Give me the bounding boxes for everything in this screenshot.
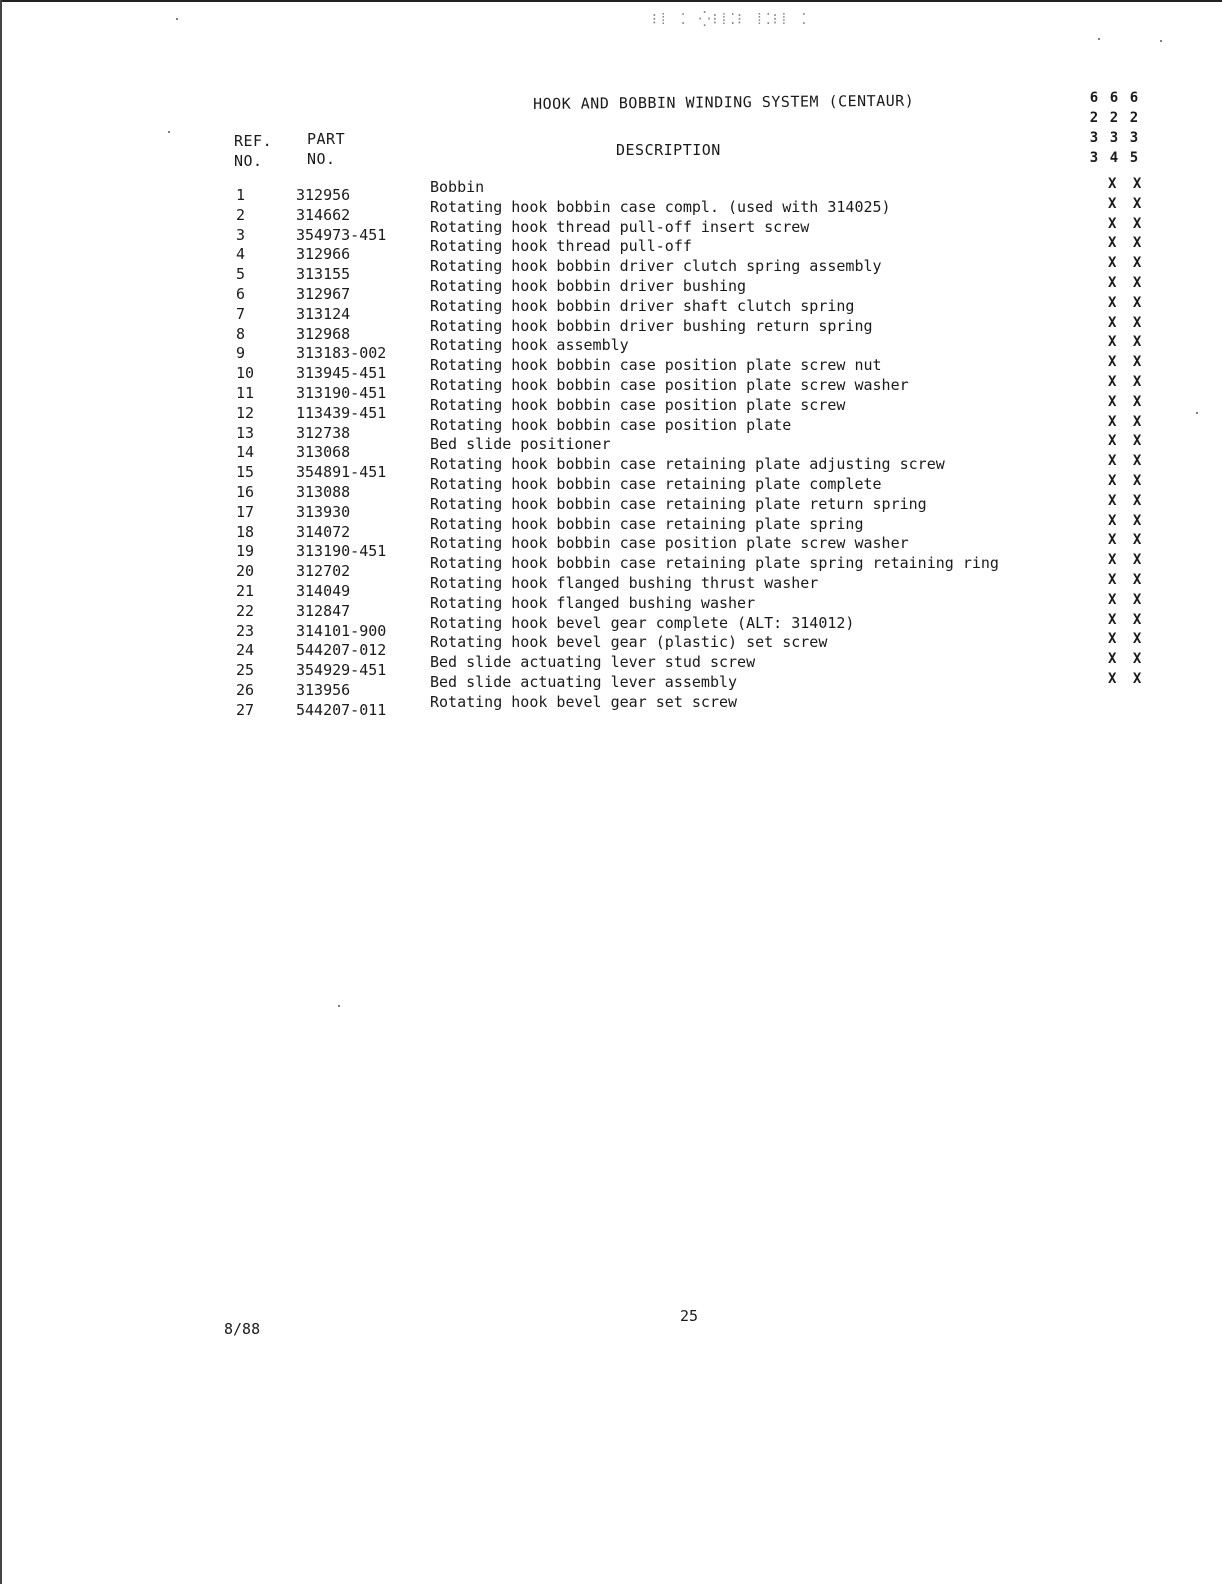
model-marks: X X (1108, 591, 1146, 608)
model-marks: X X (1108, 274, 1146, 291)
scan-speck (1160, 40, 1162, 42)
page-number: 25 (680, 1307, 699, 1325)
part-number: 312738 (296, 423, 351, 442)
ref-number: 13 (236, 423, 255, 442)
part-number: 313190-451 (296, 383, 387, 402)
part-description: Rotating hook bobbin case retaining plate return spring (430, 494, 927, 513)
part-description: Rotating hook bevel gear set screw (430, 692, 738, 711)
part-description: Bed slide actuating lever assembly (430, 672, 738, 691)
part-number: 314662 (296, 205, 351, 224)
model-marks: X X (1108, 176, 1146, 192)
model-marks: X X (1108, 532, 1146, 549)
part-description: Rotating hook assembly (430, 336, 629, 355)
model-marks: X X (1108, 453, 1146, 470)
model-marks: X X (1108, 571, 1146, 588)
model-marks: X X (1108, 334, 1146, 351)
ref-number: 11 (236, 383, 255, 402)
part-number: 313956 (296, 680, 351, 699)
model-marks: X X (1108, 235, 1146, 252)
part-header-line2: NO. (307, 150, 336, 168)
part-number: 312956 (296, 186, 351, 204)
part-description: Bed slide positioner (430, 435, 611, 454)
model-marks: X X (1108, 373, 1146, 390)
model-marks: X X (1108, 413, 1146, 430)
model-marks: X X (1108, 631, 1146, 648)
model-marks: X X (1108, 195, 1146, 212)
model-marks: X X (1108, 294, 1146, 311)
part-number: 313945-451 (296, 364, 387, 383)
ref-number: 10 (236, 364, 255, 383)
part-description: Rotating hook thread pull-off insert screw (430, 217, 810, 236)
model-marks: X X (1108, 492, 1146, 509)
ref-number: 12 (236, 403, 255, 422)
ref-number: 23 (236, 621, 255, 640)
scan-speck (176, 18, 178, 20)
model-marks: X X (1108, 552, 1146, 569)
scan-speck (338, 1005, 340, 1007)
part-number: 312702 (296, 562, 351, 581)
part-description: Rotating hook bobbin case compl. (used with 314025) (430, 197, 891, 216)
part-description: Rotating hook bobbin case retaining plate spring retaining ring (430, 554, 999, 573)
scan-speck (1098, 38, 1100, 40)
ref-number: 18 (236, 522, 255, 541)
part-number: 312967 (296, 284, 351, 303)
part-description: Bobbin (430, 178, 485, 196)
model-marks: X X (1108, 255, 1146, 272)
part-description: Rotating hook bobbin case retaining plate complete (430, 474, 882, 493)
part-number: 314101-900 (296, 621, 387, 640)
model-marks: X X (1108, 472, 1146, 489)
ref-number: 9 (236, 344, 246, 363)
part-header-line1: PART (307, 130, 346, 148)
part-description: Rotating hook bobbin case position plate screw washer (430, 534, 909, 553)
ref-number: 17 (236, 502, 255, 521)
part-description: Rotating hook bobbin case retaining plate adjusting screw (430, 455, 945, 474)
part-description: Rotating hook bobbin case retaining plate spring (430, 514, 864, 533)
model-marks: X X (1108, 215, 1146, 232)
ref-number: 22 (236, 601, 255, 620)
model-marks: X X (1108, 354, 1146, 371)
ref-number: 14 (236, 443, 255, 462)
part-number: 314049 (296, 581, 351, 600)
part-description: Rotating hook bevel gear (plastic) set screw (430, 633, 828, 652)
model-column-6234: 6 2 3 4 (1109, 90, 1119, 166)
scan-speck (168, 131, 170, 133)
model-marks: X X (1108, 433, 1146, 450)
table-row (236, 215, 1156, 246)
model-marks: X X (1108, 651, 1146, 668)
table-row (236, 314, 1156, 345)
part-number: 313190-451 (296, 542, 387, 561)
model-marks: X X (1108, 611, 1146, 628)
ref-number: 15 (236, 463, 255, 482)
part-number: 312847 (296, 601, 351, 620)
ref-number: 5 (236, 265, 246, 284)
part-number: 313155 (296, 265, 351, 284)
table-row (236, 692, 1156, 721)
part-number: 354973-451 (296, 225, 387, 244)
part-number: 354929-451 (296, 661, 387, 680)
part-description: Rotating hook bobbin case position plate screw (430, 395, 846, 414)
ref-number: 7 (236, 304, 246, 323)
part-description: Rotating hook bobbin case position plate screw nut (430, 356, 882, 375)
model-marks: X X (1108, 512, 1146, 529)
scan-top-edge (0, 0, 1222, 2)
part-number: 312966 (296, 245, 351, 264)
part-number: 544207-011 (296, 700, 387, 719)
ref-number: 3 (236, 225, 246, 244)
part-number: 313930 (296, 502, 351, 521)
part-description: Rotating hook bobbin case position plate (430, 415, 792, 434)
part-description: Bed slide actuating lever stud screw (430, 653, 756, 672)
part-description: Rotating hook flanged bushing washer (430, 593, 756, 612)
scan-speck (1196, 412, 1198, 414)
ref-number: 27 (236, 700, 255, 719)
ref-number: 24 (236, 641, 255, 660)
ref-number: 16 (236, 482, 255, 501)
model-column-6233: 6 2 3 3 (1089, 90, 1099, 166)
part-number: 544207-012 (296, 641, 387, 660)
parts-table (236, 176, 1156, 721)
scan-noise-smudge: ⁝⁞ ⁚ ⁛⁝⁞⁚⁝ ⁞⁚⁝⁞ ⁚ (652, 10, 809, 28)
part-description: Rotating hook thread pull-off (430, 237, 692, 256)
ref-number: 6 (236, 284, 246, 303)
part-number: 312968 (296, 324, 351, 343)
ref-number: 20 (236, 562, 255, 581)
part-description: Rotating hook bobbin driver shaft clutch spring (430, 296, 855, 315)
page-title: HOOK AND BOBBIN WINDING SYSTEM (CENTAUR) (533, 91, 915, 113)
ref-number: 8 (236, 324, 246, 343)
ref-number: 21 (236, 581, 255, 600)
table-row (236, 413, 1156, 444)
model-marks: X X (1108, 314, 1146, 331)
part-description: Rotating hook bobbin driver bushing return spring (430, 316, 873, 335)
part-number: 313088 (296, 482, 351, 501)
ref-header-line2: NO. (234, 152, 263, 170)
part-number: 313183-002 (296, 344, 387, 363)
part-description: Rotating hook flanged bushing thrust washer (430, 573, 819, 592)
part-description: Rotating hook bobbin driver bushing (430, 276, 747, 295)
model-column-6235: 6 2 3 5 (1129, 90, 1139, 166)
ref-number: 19 (236, 542, 255, 561)
ref-number: 2 (236, 205, 246, 224)
part-description: Rotating hook bevel gear complete (ALT: 314012) (430, 613, 855, 632)
scan-left-edge (0, 0, 2, 1584)
footer-date: 8/88 (224, 1320, 261, 1338)
ref-number: 26 (236, 680, 255, 699)
model-marks: X X (1108, 393, 1146, 410)
ref-number: 25 (236, 661, 255, 680)
ref-number: 4 (236, 245, 246, 264)
part-description: Rotating hook bobbin case position plate screw washer (430, 375, 909, 394)
ref-number: 1 (236, 186, 246, 204)
part-number: 313124 (296, 304, 351, 323)
part-number: 313068 (296, 443, 351, 462)
model-marks: X X (1108, 670, 1146, 687)
description-header: DESCRIPTION (616, 141, 721, 159)
part-number: 314072 (296, 522, 351, 541)
part-number: 354891-451 (296, 463, 387, 482)
part-number: 113439-451 (296, 403, 387, 422)
part-description: Rotating hook bobbin driver clutch spring assembly (430, 257, 882, 276)
ref-header-line1: REF. (234, 132, 273, 150)
